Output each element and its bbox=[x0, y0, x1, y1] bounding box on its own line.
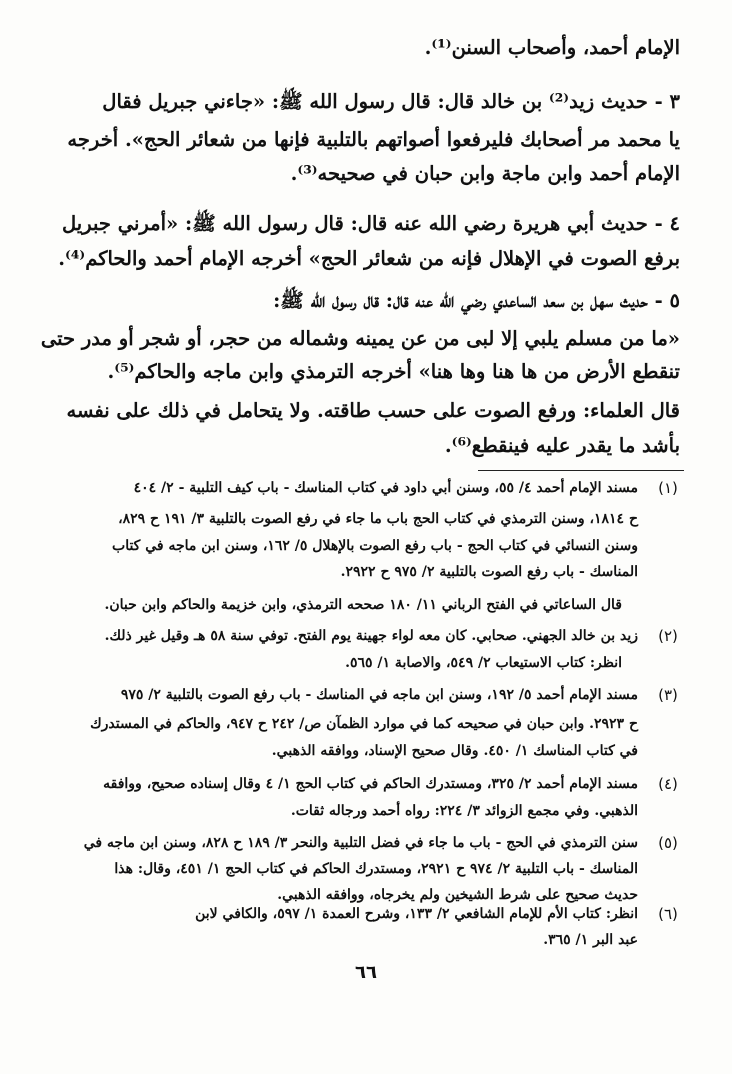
main-text-line: بأشد ما يقدر عليه فينقطع⁽⁶⁾. bbox=[444, 434, 680, 457]
footnote-line: وسنن النسائي في كتاب الحج - باب رفع الصوت بالإهلال ٥/ ١٦٢، وسنن ابن ماجه في كتاب bbox=[112, 538, 638, 554]
footnote-line: الذهبي. وفي مجمع الزوائد ٣/ ٢٢٤: رواه أحمد ورجاله ثقات. bbox=[290, 803, 638, 819]
main-text-line: قال العلماء: ورفع الصوت على حسب طاقته. ولا يتحامل في ذلك على نفسه bbox=[66, 399, 680, 422]
main-text-line: ٥ - حديث سهل بن سعد الساعدي رضي الله عنه قال: قال رسول الله ﷺ: bbox=[273, 289, 680, 312]
footnote-line: مسند الإمام أحمد ٢/ ٣٢٥، ومستدرك الحاكم في كتاب الحج ١/ ٤ وقال إسناده صحيح، ووافقه bbox=[103, 776, 638, 792]
footnote-line: زيد بن خالد الجهني. صحابي. كان معه لواء جهينة يوم الفتح. توفي سنة ٥٨ هـ وقيل غير ذلك. bbox=[104, 628, 638, 644]
main-text-line: ٣ - حديث زيد⁽²⁾ بن خالد قال: قال رسول الله ﷺ: «جاءني جبريل فقال bbox=[102, 90, 680, 113]
footnote-number: (٣) bbox=[658, 686, 678, 704]
footnote-line: مسند الإمام أحمد ٤/ ٥٥، وسنن أبي داود في كتاب المناسك - باب كيف التلبية - ٢/ ٤٠٤ bbox=[133, 480, 638, 496]
footnote-line: سنن الترمذي في الحج - باب ما جاء في فضل التلبية والنحر ٣/ ١٨٩ ح ٨٢٨، وسنن ابن ماجه في bbox=[83, 835, 638, 851]
footnote-number: (٥) bbox=[658, 834, 678, 852]
main-text-line: برفع الصوت في الإهلال فإنه من شعائر الحج» أخرجه الإمام أحمد والحاكم⁽⁴⁾. bbox=[58, 247, 680, 270]
main-text-line: الإمام أحمد، وأصحاب السنن⁽¹⁾. bbox=[424, 36, 680, 59]
main-text-line: يا محمد مر أصحابك فليرفعوا أصواتهم بالتلبية فإنها من شعائر الحج». أخرجه bbox=[67, 128, 680, 151]
footnote-line: انظر: كتاب الاستيعاب ٢/ ٥٤٩، والاصابة ١/ ٥٦٥. bbox=[345, 655, 622, 671]
main-text-line: تنقطع الأرض من ها هنا وها هنا» أخرجه الترمذي وابن ماجه والحاكم⁽⁵⁾. bbox=[107, 360, 680, 383]
main-text-line: الإمام أحمد وابن ماجة وابن حبان في صحيحه⁽³⁾. bbox=[290, 162, 680, 185]
footnote-line: عبد البر ١/ ٣٦٥. bbox=[543, 932, 638, 948]
footnote-line: ح ٢٩٢٣. وابن حبان في صحيحه كما في موارد الظمآن ص/ ٢٤٢ ح ٩٤٧، والحاكم في المستدرك bbox=[90, 716, 638, 732]
footnote-line: المناسك - باب رفع الصوت بالتلبية ٢/ ٩٧٥ ح ٢٩٢٢. bbox=[340, 564, 638, 580]
footnote-line: ح ١٨١٤، وسنن الترمذي في كتاب الحج باب ما جاء في رفع الصوت بالتلبية ٣/ ١٩١ ح ٨٢٩، bbox=[118, 511, 638, 527]
footnote-line: حديث صحيح على شرط الشيخين ولم يخرجاه، ووافقه الذهبي. bbox=[277, 887, 638, 903]
footnote-line: قال الساعاتي في الفتح الرباني ١١/ ١٨٠ صححه الترمذي، وابن خزيمة والحاكم وابن حبان. bbox=[104, 597, 622, 613]
footnote-number: (٢) bbox=[658, 627, 678, 645]
footnote-number: (٤) bbox=[658, 775, 678, 793]
footnote-number: (٦) bbox=[658, 905, 678, 923]
footnote-number: (١) bbox=[658, 479, 678, 497]
footnote-line: انظر: كتاب الأم للإمام الشافعي ٢/ ١٣٣، وشرح العمدة ١/ ٥٩٧، والكافي لابن bbox=[195, 906, 638, 922]
footnote-line: في كتاب المناسك ١/ ٤٥٠. وقال صحيح الإسناد، ووافقه الذهبي. bbox=[271, 743, 638, 759]
main-text-line: «ما من مسلم يلبي إلا لبى من عن يمينه وشماله من حجر، أو شجر أو مدر حتى bbox=[40, 327, 680, 350]
main-text-line: ٤ - حديث أبي هريرة رضي الله عنه قال: قال رسول الله ﷺ: «أمرني جبريل bbox=[62, 212, 680, 235]
footnote-line: المناسك - باب التلبية ٢/ ٩٧٤ ح ٢٩٢١، ومستدرك الحاكم في كتاب الحج ١/ ٤٥١، وقال: هذا bbox=[114, 861, 638, 877]
footnote-divider bbox=[478, 470, 684, 471]
footnote-line: مسند الإمام أحمد ٥/ ١٩٢، وسنن ابن ماجه في المناسك - باب رفع الصوت بالتلبية ٢/ ٩٧٥ bbox=[120, 687, 638, 703]
page-number: ٦٦ bbox=[355, 962, 377, 983]
